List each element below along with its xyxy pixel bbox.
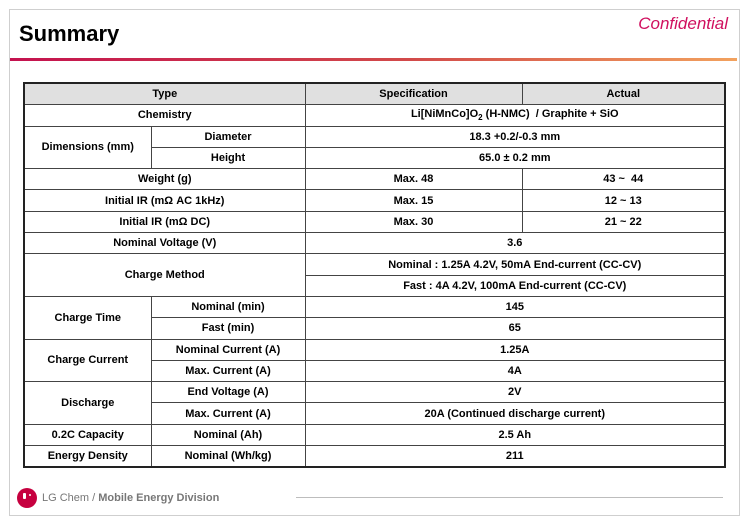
discharge-label: Discharge	[24, 382, 151, 425]
footer-divider	[296, 497, 723, 498]
energy-spec: 211	[305, 446, 725, 468]
table-row	[24, 254, 725, 275]
charge-time-nominal-spec: 145	[305, 296, 725, 317]
energy-sub-label: Nominal (Wh/kg)	[151, 446, 305, 468]
confidential-label: Confidential	[638, 14, 728, 33]
charge-current-label: Charge Current	[24, 339, 151, 382]
footer-separator: /	[92, 492, 96, 504]
col-header-actual: Actual	[522, 83, 725, 105]
chemistry-spec	[305, 105, 725, 126]
footer-branding	[42, 492, 219, 504]
charge-time-nominal-label: Nominal (min)	[151, 296, 305, 317]
charge-time-fast-spec: 65	[305, 318, 725, 339]
charge-current-nominal-label: Nominal Current (A)	[151, 339, 305, 360]
header-divider	[10, 58, 737, 61]
capacity-label: 0.2C Capacity	[24, 424, 151, 445]
height-label: Height	[151, 147, 305, 168]
height-spec: 65.0 ± 0.2 mm	[305, 147, 725, 168]
nominal-voltage-label: Nominal Voltage (V)	[24, 233, 305, 254]
col-header-type: Type	[24, 83, 305, 105]
table-row	[24, 446, 725, 468]
weight-actual: 43 ~ 44	[522, 169, 725, 190]
chemistry-formula: Li[NiMnCo]O	[410, 108, 479, 121]
table-row	[24, 233, 725, 254]
chemistry-subscript: 2	[478, 113, 483, 123]
chemistry-label: Chemistry	[24, 105, 305, 126]
charge-method-nominal: Nominal : 1.25A 4.2V, 50mA End-current (CC-CV)	[305, 254, 725, 275]
dimensions-label: Dimensions (mm)	[24, 126, 151, 169]
spec-table	[23, 82, 726, 468]
energy-label: Energy Density	[24, 446, 151, 468]
table-row	[24, 424, 725, 445]
table-header-row	[24, 83, 725, 105]
charge-method-label: Charge Method	[24, 254, 305, 297]
charge-current-max-label: Max. Current (A)	[151, 360, 305, 381]
ir-ac-actual: 12 ~ 13	[522, 190, 725, 211]
diameter-spec: 18.3 +0.2/-0.3 mm	[305, 126, 725, 147]
table-row	[24, 296, 725, 317]
ir-ac-label: Initial IR (mΩ AC 1kHz)	[24, 190, 305, 211]
ir-ac-spec: Max. 15	[305, 190, 522, 211]
charge-time-label: Charge Time	[24, 296, 151, 339]
discharge-max-spec: 20A (Continued discharge current)	[305, 403, 725, 424]
charge-time-fast-label: Fast (min)	[151, 318, 305, 339]
weight-spec: Max. 48	[305, 169, 522, 190]
ir-dc-spec: Max. 30	[305, 211, 522, 232]
ir-dc-label: Initial IR (mΩ DC)	[24, 211, 305, 232]
table-row	[24, 190, 725, 211]
discharge-end-spec: 2V	[305, 382, 725, 403]
table-row	[24, 126, 725, 147]
table-row	[24, 211, 725, 232]
capacity-sub-label: Nominal (Ah)	[151, 424, 305, 445]
discharge-end-label: End Voltage (A)	[151, 382, 305, 403]
col-header-spec: Specification	[305, 83, 522, 105]
nominal-voltage-spec: 3.6	[305, 233, 725, 254]
ir-dc-actual: 21 ~ 22	[522, 211, 725, 232]
discharge-max-label: Max. Current (A)	[151, 403, 305, 424]
page-title: Summary	[19, 21, 120, 46]
diameter-label: Diameter	[151, 126, 305, 147]
table-row	[24, 105, 725, 126]
table-row	[24, 169, 725, 190]
charge-current-max-spec: 4A	[305, 360, 725, 381]
table-row	[24, 339, 725, 360]
charge-method-fast: Fast : 4A 4.2V, 100mA End-current (CC-CV)	[305, 275, 725, 296]
charge-current-nominal-spec: 1.25A	[305, 339, 725, 360]
chemistry-anode: (H-NMC) / Graphite + SiO	[482, 108, 619, 121]
weight-label: Weight (g)	[24, 169, 305, 190]
capacity-spec: 2.5 Ah	[305, 424, 725, 445]
footer-division: Mobile Energy Division	[98, 492, 220, 504]
table-row	[24, 382, 725, 403]
footer-brand: LG Chem	[42, 492, 90, 504]
lg-logo-icon	[17, 488, 37, 508]
